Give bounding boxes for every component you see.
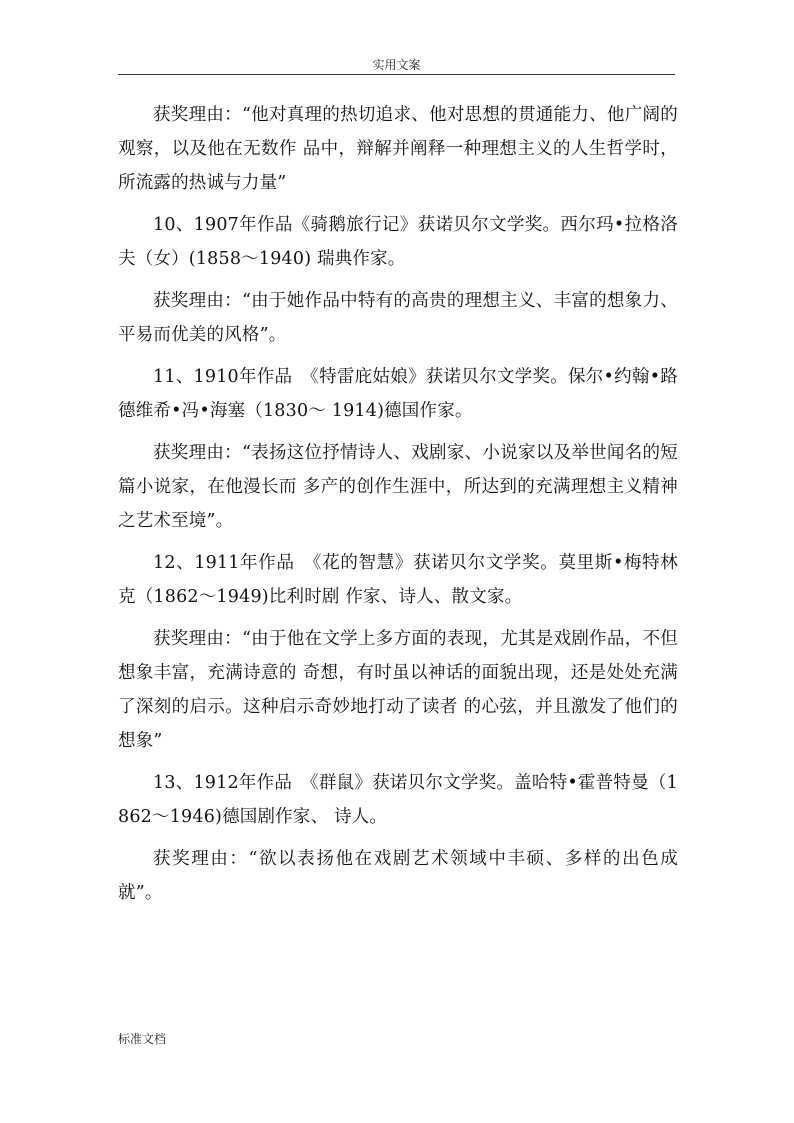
document-body (118, 98, 678, 918)
paragraph: 获奖理由：“由于她作品中特有的高贵的理想主义、丰富的想象力、平易而优美的风格”。 (118, 291, 678, 345)
paragraph: 10、1907年作品《骑鹅旅行记》获诺贝尔文学奖。西尔玛•拉格洛夫（女）(1858～1940) 瑞典作家。 (118, 215, 678, 269)
paragraph: 获奖理由：“由于他在文学上多方面的表现，尤其是戏剧作品，不但想象丰富，充满诗意的 奇想，有时虽以神话的面貌出现，还是处处充满了深刻的启示。这种启示奇妙地打动了读者 的心弦，并且激发了他们的想象” (118, 629, 678, 751)
paragraph: 获奖理由：“他对真理的热切追求、他对思想的贯通能力、他广阔的观察，以及他在无数作 品中，辩解并阐释一种理想主义的人生哲学时，所流露的热诚与力量” (118, 105, 678, 193)
paragraph: 11、1910年作品 《特雷庇姑娘》获诺贝尔文学奖。保尔•约翰•路德维希•冯•海塞（1830～ 1914)德国作家。 (118, 367, 678, 421)
page-header: 实用文案 (372, 58, 421, 72)
page-footer: 标准文档 (118, 1032, 167, 1046)
paragraph: 获奖理由：“欲以表扬他在戏剧艺术领域中丰硕、多样的出色成就”。 (118, 849, 678, 903)
paragraph: 12、1911年作品 《花的智慧》获诺贝尔文学奖。莫里斯•梅特林克（1862～1949)比利时剧 作家、诗人、散文家。 (118, 553, 678, 607)
paragraph: 获奖理由：“表扬这位抒情诗人、戏剧家、小说家以及举世闻名的短篇小说家，在他漫长而 多产的创作生涯中，所达到的充满理想主义精神之艺术至境”。 (118, 443, 678, 531)
header-divider (118, 74, 675, 75)
paragraph: 13、1912年作品 《群鼠》获诺贝尔文学奖。盖哈特•霍普特曼（1862～1946)德国剧作家、 诗人。 (118, 773, 678, 827)
